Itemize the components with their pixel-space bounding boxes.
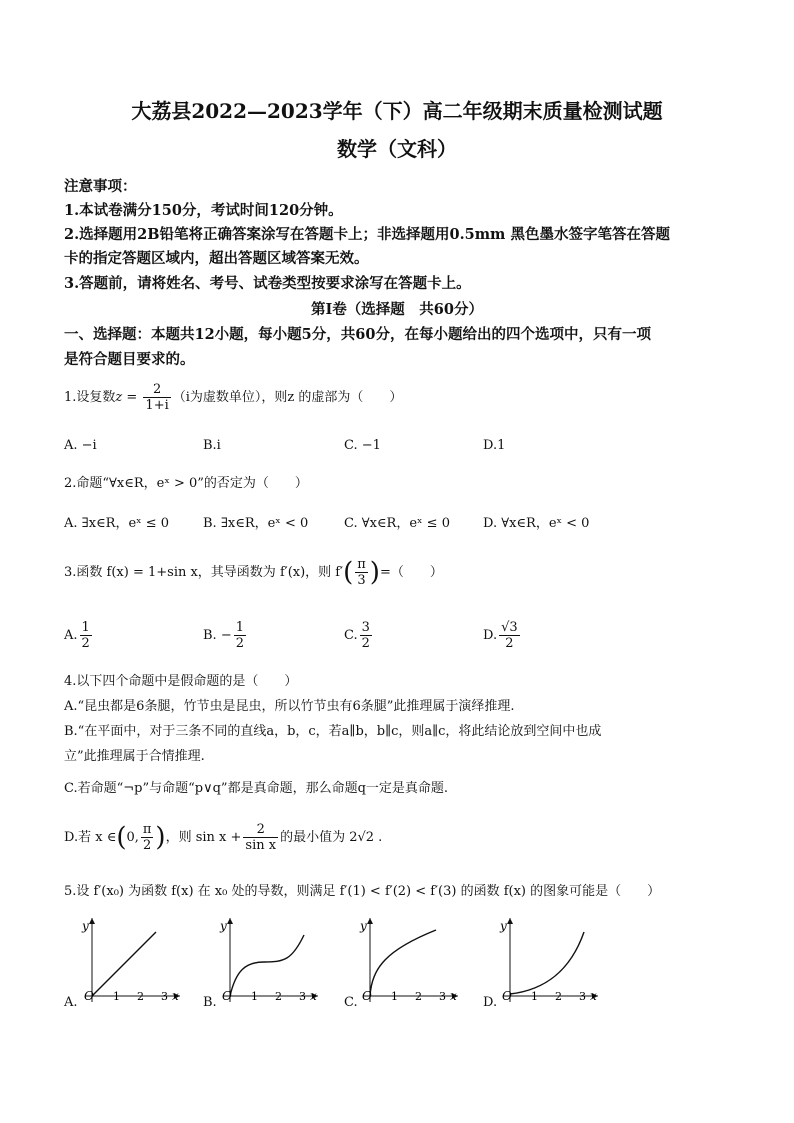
q3-option-c [344, 620, 374, 651]
q4-option-a: A.“昆虫都是6条腿，竹节虫是昆虫，所以竹节虫有6条腿”此推理属于演绎推理. [64, 699, 515, 714]
tick-2: 2 [555, 990, 562, 1003]
q3-c-fraction [360, 620, 372, 651]
y-label: y [360, 919, 367, 933]
page-subtitle: 数学（文科） [337, 137, 457, 161]
tick-3: 3 [439, 990, 446, 1003]
tick-2: 2 [415, 990, 422, 1003]
q5-graph-c [354, 910, 464, 1005]
y-axis-arrow [507, 918, 513, 924]
q3-a-den: 2 [81, 636, 90, 651]
q1-option-a: A. −i [64, 438, 97, 453]
q4-d-interval-left: 0, [126, 830, 139, 845]
q4-d-den: sin x [245, 838, 277, 853]
q3-fraction [355, 557, 368, 588]
question-4: 4.以下四个命题中是假命题的是（ ） [64, 674, 298, 689]
origin-label: O [84, 989, 94, 1003]
q2-option-b: B. ∃x∈R，eˣ < 0 [203, 516, 309, 531]
x-label: x [590, 989, 597, 1003]
note-2a: 2.选择题用2B铅笔将正确答案涂写在答题卡上；非选择题用0.5mm 黑色墨水签字笔答在答题 [64, 226, 670, 243]
curve-convex [510, 932, 584, 994]
q1-option-b: B.i [203, 438, 221, 453]
q1-z: z = [115, 390, 138, 405]
curve-s-shape [230, 935, 304, 996]
q3-a-label: A. [64, 628, 78, 643]
section-intro-a: 一、选择题：本题共12小题，每小题5分，共60分，在每小题给出的四个选项中，只有一项 [64, 326, 651, 343]
question-3: 3.函数 f(x) = 1+sin x，其导函数为 f′(x)，则 f′( $\frac{\pi}{3}$ )=（ ） [64, 557, 443, 588]
question-2: 2.命题“∀x∈R，eˣ > 0”的否定为（ ） [64, 476, 308, 491]
q3-pre: 3.函数 f(x) = 1+sin x，其导函数为 f′(x)，则 f′ [64, 565, 344, 580]
section-intro-b: 是符合题目要求的。 [64, 351, 195, 368]
q5-option-b-label: B. [203, 995, 217, 1010]
q5-graph-a [76, 910, 186, 1005]
page-title: 大荔县2022—2023学年（下）高二年级期末质量检测试题 [131, 99, 663, 123]
q4-d-pre: D.若 x ∈ [64, 830, 117, 845]
q1-pre: 1.设复数 [64, 390, 116, 405]
tick-1: 1 [251, 990, 258, 1003]
tick-3: 3 [161, 990, 168, 1003]
q3-option-a [64, 620, 94, 651]
q4-option-c: C.若命题“¬p”与命题“p∨q”都是真命题，那么命题q一定是真命题. [64, 781, 449, 796]
q3-d-den: 2 [505, 636, 514, 651]
q5-option-c-label: C. [344, 995, 358, 1010]
q3-option-b [203, 620, 248, 651]
q4-d-int-den: 2 [143, 838, 152, 853]
origin-label: O [502, 989, 512, 1003]
q5-option-a-label: A. [64, 995, 78, 1010]
q5-graph-b [214, 910, 324, 1005]
q4-option-b-line1: B.“在平面中，对于三条不同的直线a，b，c，若a∥b，b∥c，则a∥c，将此结论放到空间中也成 [64, 724, 602, 739]
curve-linear [92, 932, 156, 996]
q3-b-den: 2 [235, 636, 244, 651]
note-3: 3.答题前，请将姓名、考号、试卷类型按要求涂写在答题卡上。 [64, 275, 471, 292]
section-title: 第Ⅰ卷（选择题 共60分） [311, 301, 483, 318]
q4-d-int-num: π [142, 822, 152, 837]
q2-option-a: A. ∃x∈R，eˣ ≤ 0 [64, 516, 170, 531]
y-axis-arrow [89, 918, 95, 924]
q3-c-label: C. [344, 628, 358, 643]
note-1: 1.本试卷满分150分，考试时间120分钟。 [64, 202, 343, 219]
origin-label: O [362, 989, 372, 1003]
q3-den: 3 [357, 573, 366, 588]
tick-1: 1 [531, 990, 538, 1003]
origin-label: O [222, 989, 232, 1003]
note-2b: 卡的指定答题区域内，超出答题区域答案无效。 [64, 250, 369, 267]
q3-c-num: 3 [361, 620, 370, 635]
y-axis-arrow [227, 918, 233, 924]
q3-option-d [483, 620, 522, 651]
q4-d-num: 2 [243, 822, 278, 838]
tick-3: 3 [299, 990, 306, 1003]
curve-concave [370, 930, 436, 996]
q3-b-num: 1 [235, 620, 244, 635]
y-label: y [500, 919, 507, 933]
tick-2: 2 [275, 990, 282, 1003]
q3-a-fraction [80, 620, 92, 651]
q3-b-fraction [234, 620, 246, 651]
q3-d-num: √3 [501, 620, 518, 635]
q3-d-label: D. [483, 628, 498, 643]
x-label: x [172, 989, 179, 1003]
y-label: y [220, 919, 227, 933]
q2-option-d: D. ∀x∈R，eˣ < 0 [483, 516, 590, 531]
q1-post: （i为虚数单位），则z 的虚部为（ ） [172, 390, 403, 405]
q4-option-b-line2: 立”此推理属于合情推理. [64, 749, 205, 764]
question-1 [64, 382, 734, 413]
question-5: 5.设 f′(x₀) 为函数 f(x) 在 x₀ 处的导数，则满足 f′(1) < f′(2) < f′(3) 的函数 f(x) 的图象可能是（ ） [64, 884, 661, 899]
q4-d-interval-fraction [141, 822, 154, 853]
notes-heading: 注意事项： [64, 178, 137, 195]
tick-1: 1 [113, 990, 120, 1003]
q5-option-d-label: D. [483, 995, 498, 1010]
q3-num: π [357, 557, 366, 572]
x-label: x [310, 989, 317, 1003]
tick-1: 1 [391, 990, 398, 1003]
q3-post: =（ ） [379, 565, 443, 580]
q3-a-num: 1 [81, 620, 90, 635]
tick-2: 2 [137, 990, 144, 1003]
q4-d-post: 的最小值为 2√2 . [280, 830, 383, 845]
q4-option-d: D.若 x ∈(0, $\frac{\pi}{2}$ )，则 sin x + $\frac{2}{\text{sin x}}$ 的最小值为 2√2 . [64, 822, 383, 853]
tick-3: 3 [579, 990, 586, 1003]
q1-den: 1+i [145, 398, 169, 413]
q1-option-d: D.1 [483, 438, 506, 453]
q5-graph-d [494, 910, 604, 1005]
q1-num: 2 [143, 382, 170, 398]
y-axis-arrow [367, 918, 373, 924]
q2-option-c: C. ∀x∈R，eˣ ≤ 0 [344, 516, 450, 531]
x-label: x [450, 989, 457, 1003]
q1-option-c: C. −1 [344, 438, 381, 453]
q3-b-label: B. − [203, 628, 232, 643]
q4-d-fraction [243, 822, 278, 853]
q4-d-mid: ，则 sin x + [165, 830, 242, 845]
q3-c-den: 2 [361, 636, 370, 651]
y-label: y [82, 919, 89, 933]
q1-fraction [143, 382, 170, 413]
q3-d-fraction [499, 620, 520, 651]
